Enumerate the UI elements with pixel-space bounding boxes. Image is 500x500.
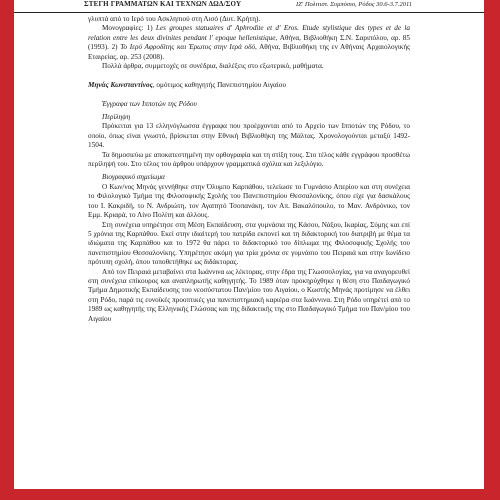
- bio-paragraph-1: Ο Κων/νος Μηνάς γεννήθηκε στην Όλυμπο Καρπάθου, τελείωσε το Γυμνάσιο Απερίου και στη συνέχεια το Φιλολογικό Τμήμα της Φιλοσοφικής Σχολής του Πανεπιστημίου Θεσσαλονίκης, όπου είχε για δασκάλους του Ι. Κακριδή, το Ν. Ανδριώτη, τον Αγαπητό Τσοπανάκη, τον Απ. Βακαλόπουλο, το Μαν. Ανδρόνικο, τον Εμμ. Κριαρά, το Λίνο Πολίτη και άλλους.: [88, 182, 410, 220]
- summary-paragraph-1: Πρόκειται για 13 ελληνόγλωσσα έγγραφα που προέρχονται από το Αρχείο των Ιπποτών της Ρόδου, το οποίο, όπως είναι γνωστό, βρίσκεται στην Εθνική Βιβλιοθήκη της Μάλτας. Χρονολογούνται μεταξύ 1492-1504.: [88, 122, 410, 150]
- monograph-publisher-1: , Αθήνα, Βιβλιοθήκη Σ.Ν. Σαριπόλου, αρ. 85 (1993). 2): [88, 33, 410, 52]
- journal-title: ΣΤΕΓΗ ΓΡΑΜΜΑΤΩΝ ΚΑΙ ΤΕΧΝΩΝ ΔΩΔ/ΣΟΥ: [84, 0, 242, 8]
- bio-paragraph-3: Από τον Πειραιά μεταβαίνει στα Ιωάννινα ως λέκτορας, στην έδρα της Γλωσσολογίας, για να αναγορευθεί στη συνέχεια επίκουρος και αναπληρωτής καθηγητής. Το 1989 όταν προκηρύχθηκε η θέση στο Παιδαγωγικό Τμήμα Δημοτικής Εκπαίδευσης του νεοσύστατου Παν/μίου του Αιγαίου, ο Κωστής Μηνάς προτίμησε να έλθει στη Ρόδο, παρά τις ευνοϊκές προοπτικές για πανεπιστημιακή καριέρα στα Ιωάννινα. Στη Ρόδο υπηρέτεί από το 1989 ως καθηγητής της Ελληνικής Γλώσσας και της διδακτικής της στο Παιδαγωγικό Τμήμα του Παν/μίου του Αιγαίου: [88, 267, 410, 323]
- bio-heading: Βιογραφικό σημείωμα: [102, 173, 165, 182]
- summary-heading: Περίληψη: [102, 113, 131, 122]
- document-page: [14, 0, 484, 489]
- monograph-title-2: Το Ιερό Αφροδίτης και Έρωτος στην Ιερά οδό: [120, 43, 256, 52]
- running-header: [14, 0, 484, 13]
- speaker-role: , ομότιμος καθηγητής Πανεπιστημίου Αιγαίου: [152, 80, 286, 89]
- monograph-publisher-2: , Αθήνα, Βιβλιοθήκη της εν Αθήναις Αρχαιολογικής Εταιρείας, αρ. 253 (2008).: [88, 43, 410, 61]
- paragraph-lisos: γλυπτά από το Ιερό του Ασκληπιού στη Λισό (Δυτ. Κρήτη).: [88, 15, 261, 23]
- conference-info: ΙΖ' Πολιτιστ. Συμπόσιο, Ρόδος 30.6-3.7.2011: [296, 1, 412, 8]
- speaker-line: [88, 81, 410, 90]
- monograph-title-1: Les groupes statuaires d' Aphrodite et d' Eros. Etude stylistique des types et de la relation entre les deux divinites pendant l' epoque hellenistique: [88, 24, 410, 42]
- monographs-label: Μονογραφίες: 1): [102, 24, 156, 33]
- paragraph-articles: Πολλά άρθρα, συμμετοχές σε συνέδρια, διαλέξεις στο εξωτερικό, μαθήματα.: [102, 62, 324, 71]
- talk-title: Έγγραφα των Ιπποτών της Ρόδου: [102, 99, 197, 108]
- document-body: [88, 15, 410, 324]
- bio-paragraph-2: Στη συνέχεια υπηρέτησε στη Μέση Εκπαίδευση, στα γυμνάσια της Κάσου, Νάξου, Ικαρίας, Σύμης και επί 5 χρόνια της Καρπάθου. Εκεί στην ιδιαίτερή του πατρίδα εκπονεί και τη διδακτορική του διατριβή με θέμα τα ιδιώματα της Καρπάθου και το 1972 θα πάρει το διδακτορικό του δίπλωμα της Φιλοσοφικής Σχολής του πανεπιστημίου Θεσσαλονίκης. Υπηρέτησε ακόμη για τρία χρόνια σε γυμνάσιο του Πειραιά και στην Ιωνίδειο πρότυπη σχολή, όπου τοποθετήθηκε ως διδάκτορας.: [88, 220, 410, 267]
- summary-paragraph-2: Τα δημοσιεύω με αποκατεστημένη την ορθογραφία και τη στίξη τους. Στο τέλος κάθε εγγράφου προσθέτω περίληψή του. Στο τέλος του άρθρου υπάρχουν γραμματικά σχόλια και λεξιλόγιο.: [88, 150, 410, 169]
- speaker-name: Μηνάς Κωνσταντίνος: [88, 80, 153, 89]
- paragraph-monographs: [88, 24, 410, 62]
